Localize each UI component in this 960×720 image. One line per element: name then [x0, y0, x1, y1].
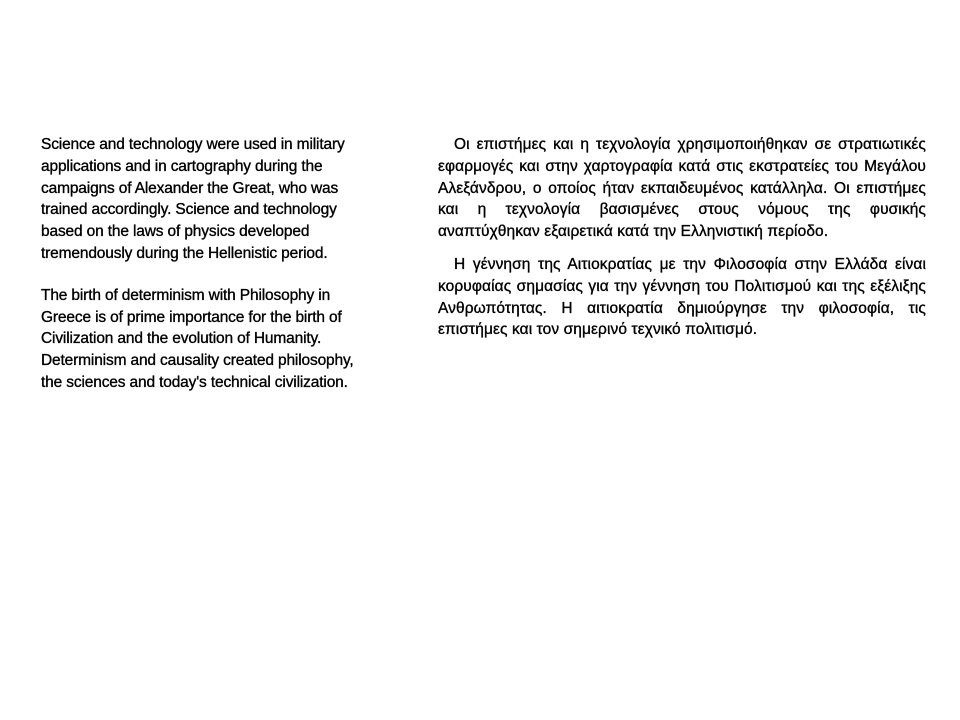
- english-text-column: [41, 134, 371, 394]
- english-paragraph-determinism: The birth of determinism with Philosophy in Greece is of prime importance for the birth of Civilization and the evolution of Humanity. Determinism and causality created philosophy, the sciences and today's technical civilization.: [41, 286, 354, 391]
- greek-paragraph-science-technology: Οι επιστήμες και η τεχνολογία χρησιμοποιήθηκαν σε στρατιωτικές εφαρμογές και στην χαρτογραφία κατά στις εκστρατείες του Μεγάλου Αλεξάνδρου, ο οποίος ήταν εκπαιδευμένος κατάλληλα. Οι επιστήμες και η τεχνολογία βασισμένες στους νόμους της φυσικής αναπτύχθηκαν εξαιρετικά κατά την Ελληνιστική περίοδο.: [438, 136, 926, 241]
- english-paragraph-science-technology: Science and technology were used in military applications and in cartography during the campaigns of Alexander the Great, who was trained accordingly. Science and technology based on the laws of physics developed tremendously during the Hellenistic period.: [41, 136, 345, 262]
- greek-paragraph-determinism: Η γέννηση της Αιτιοκρατίας με την Φιλοσοφία στην Ελλάδα είναι κορυφαίας σημασίας για την γέννηση του Πολιτισμού και της εξέλιξης Ανθρωπότητας. Η αιτιοκρατία δημιούργησε την φιλοσοφία, τις επιστήμες και τον σημερινό τεχνικό πολιτισμό.: [438, 255, 926, 339]
- greek-text-column: [438, 134, 926, 341]
